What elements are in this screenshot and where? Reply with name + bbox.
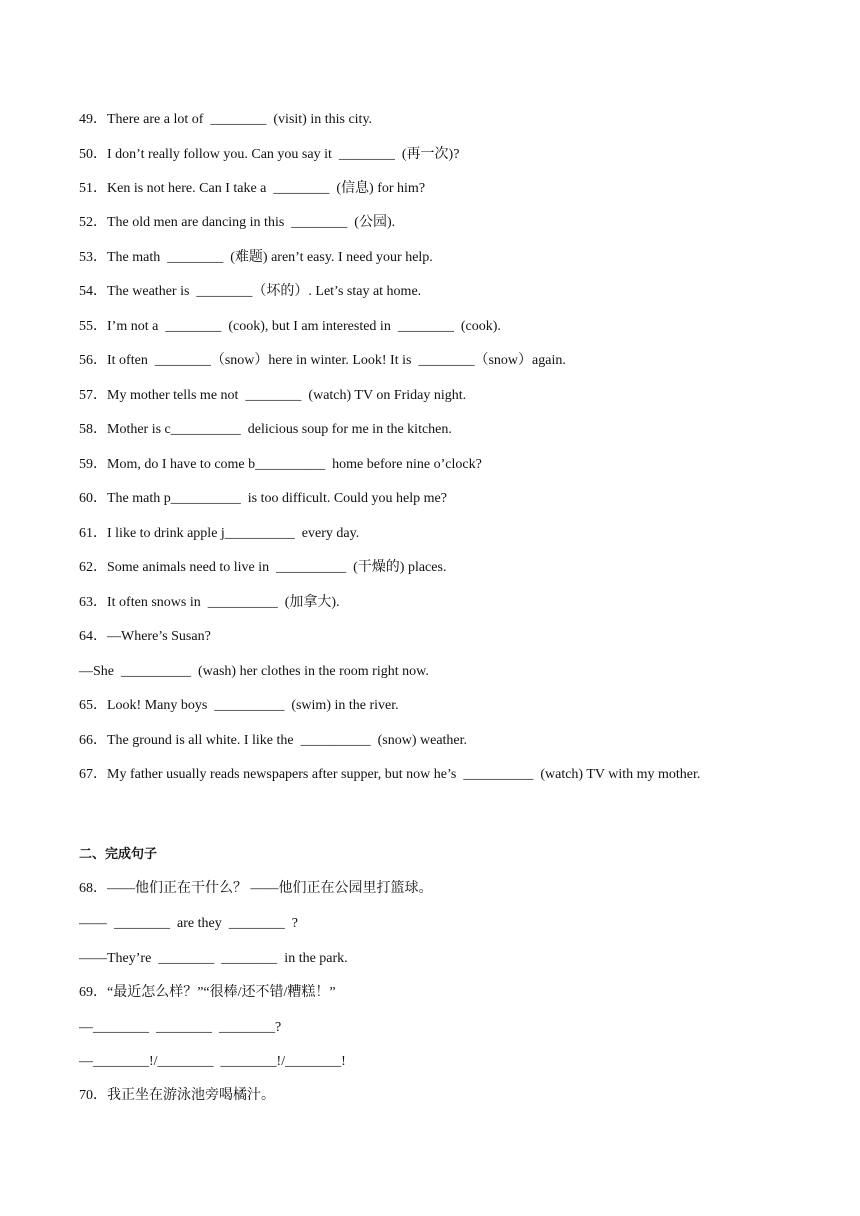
- question-68-line-1: —— ________ are they ________ ?: [79, 916, 298, 931]
- question-69-line-1: —________ ________ ________?: [79, 1020, 282, 1035]
- question-56: 56．It often ________（snow）here in winter. Look! It is ________（snow）again.: [79, 353, 566, 368]
- section-title: 二、完成句子: [79, 847, 158, 862]
- question-64: 64．—Where’s Susan?: [79, 629, 211, 644]
- question-68-line-2: ——They’re ________ ________ in the park.: [79, 951, 348, 966]
- question-61: 61．I like to drink apple j__________ every day.: [79, 526, 360, 541]
- question-55: 55．I’m not a ________ (cook), but I am interested in ________ (cook).: [79, 319, 501, 334]
- question-63: 63．It often snows in __________ (加拿大).: [79, 595, 340, 610]
- question-66: 66．The ground is all white. I like the __________ (snow) weather.: [79, 733, 468, 748]
- question-69-line-2: —________!/________ ________!/________!: [79, 1054, 346, 1069]
- question-53: 53．The math ________ (难题) aren’t easy. I need your help.: [79, 250, 433, 265]
- question-69: 69．“最近怎么样？”“很棒/还不错/糟糕！”: [79, 985, 336, 1000]
- question-50: 50．I don’t really follow you. Can you say it ________ (再一次)?: [79, 147, 460, 162]
- question-62: 62．Some animals need to live in __________ (干燥的) places.: [79, 560, 447, 575]
- question-60: 60．The math p__________ is too difficult. Could you help me?: [79, 491, 447, 506]
- question-68: 68．——他们正在干什么？ ——他们正在公园里打篮球。: [79, 881, 433, 896]
- question-51: 51．Ken is not here. Can I take a ________ (信息) for him?: [79, 181, 426, 196]
- question-64-answer: —She __________ (wash) her clothes in the room right now.: [79, 664, 429, 679]
- question-57: 57．My mother tells me not ________ (watch) TV on Friday night.: [79, 388, 467, 403]
- question-54: 54．The weather is ________（坏的）. Let’s stay at home.: [79, 284, 422, 299]
- question-59: 59．Mom, do I have to come b__________ home before nine o’clock?: [79, 457, 482, 472]
- question-49: 49．There are a lot of ________ (visit) in this city.: [79, 112, 373, 127]
- question-70: 70．我正坐在游泳池旁喝橘汁。: [79, 1088, 275, 1103]
- question-65: 65．Look! Many boys __________ (swim) in the river.: [79, 698, 399, 713]
- question-67: 67．My father usually reads newspapers after supper, but now he’s __________ (watch) TV with my mother.: [79, 767, 701, 782]
- question-58: 58．Mother is c__________ delicious soup for me in the kitchen.: [79, 422, 452, 437]
- question-52: 52．The old men are dancing in this ________ (公园).: [79, 215, 396, 230]
